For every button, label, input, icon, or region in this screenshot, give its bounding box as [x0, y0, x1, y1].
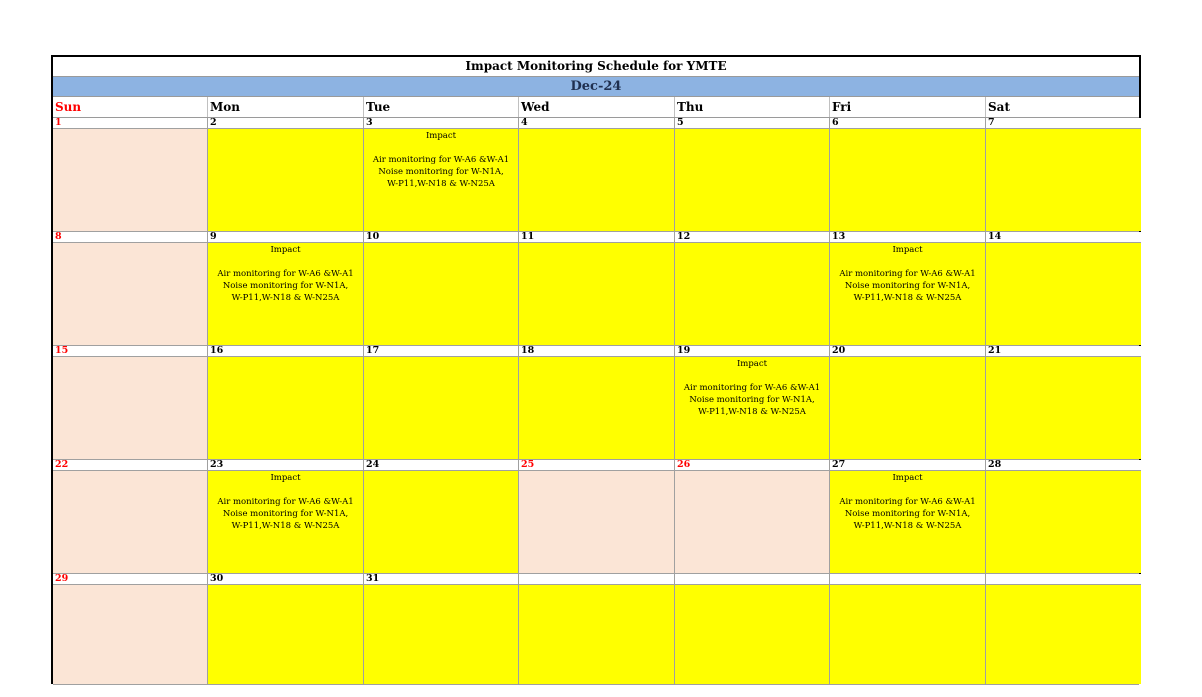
day-cell[interactable] [364, 118, 519, 231]
day-number: 12 [675, 232, 829, 243]
weekday-fri: Fri [830, 97, 986, 117]
event-detail-line: Air monitoring for W-A6 &W-A1 [683, 383, 821, 393]
event-title: Impact [892, 473, 923, 483]
weekday-header-row [53, 97, 1139, 118]
weeks-container [53, 118, 1139, 685]
day-cell[interactable] [53, 346, 208, 459]
day-cell[interactable] [675, 346, 830, 459]
day-number: 13 [830, 232, 985, 243]
day-cell[interactable] [208, 346, 364, 459]
event-title: Impact [736, 359, 768, 369]
day-number: 5 [675, 118, 829, 129]
week-row [53, 346, 1139, 460]
day-cell[interactable] [830, 118, 986, 231]
day-body [208, 243, 363, 345]
day-number: 25 [519, 460, 674, 471]
day-cell[interactable] [208, 574, 364, 684]
day-cell[interactable] [830, 346, 986, 459]
day-body [53, 357, 207, 459]
day-body [675, 471, 829, 573]
event-title: Impact [425, 131, 457, 141]
event-detail-line: W-P11,W-N18 & W-N25A [231, 521, 340, 531]
day-cell[interactable] [830, 574, 986, 684]
day-cell[interactable] [53, 118, 208, 231]
event-detail-line: W-P11,W-N18 & W-N25A [853, 521, 962, 531]
day-body [519, 129, 674, 231]
month-header: Dec-24 [53, 77, 1139, 97]
event-spacer [830, 256, 985, 268]
weekday-sun: Sun [53, 97, 208, 117]
day-cell[interactable] [675, 118, 830, 231]
day-number: 23 [208, 460, 363, 471]
calendar-table [51, 55, 1141, 684]
day-number: 6 [830, 118, 985, 129]
day-body [208, 471, 363, 573]
day-body [519, 357, 674, 459]
day-number: 17 [364, 346, 518, 357]
event-detail-line: W-P11,W-N18 & W-N25A [387, 179, 495, 189]
day-body [986, 243, 1141, 345]
day-body [986, 471, 1141, 573]
day-body [364, 129, 518, 231]
event-detail-line: Noise monitoring for W-N1A, [844, 281, 971, 291]
day-cell[interactable] [519, 232, 675, 345]
day-cell[interactable] [519, 460, 675, 573]
schedule-title: Impact Monitoring Schedule for YMTE [53, 57, 1139, 77]
day-cell[interactable] [986, 460, 1141, 573]
day-cell[interactable] [986, 346, 1141, 459]
week-row [53, 574, 1139, 685]
event-spacer [830, 484, 985, 496]
event-detail-line: Noise monitoring for W-N1A, [844, 509, 971, 519]
day-body [519, 243, 674, 345]
day-number: 4 [519, 118, 674, 129]
day-number: 10 [364, 232, 518, 243]
day-cell[interactable] [364, 574, 519, 684]
day-number: 19 [675, 346, 829, 357]
weekday-thu: Thu [675, 97, 830, 117]
day-number: 21 [986, 346, 1141, 357]
day-body [364, 357, 518, 459]
day-cell[interactable] [675, 232, 830, 345]
day-body [53, 243, 207, 345]
day-body [675, 243, 829, 345]
day-number: 11 [519, 232, 674, 243]
day-body [364, 471, 518, 573]
weekday-mon: Mon [208, 97, 364, 117]
day-number [830, 574, 985, 585]
day-body [675, 585, 829, 684]
day-body [53, 585, 207, 684]
event-title: Impact [270, 245, 301, 255]
event-detail-line: Air monitoring for W-A6 &W-A1 [372, 155, 510, 165]
event-detail-line: Air monitoring for W-A6 &W-A1 [217, 497, 354, 507]
day-cell[interactable] [519, 346, 675, 459]
day-cell[interactable] [675, 574, 830, 684]
day-body [53, 471, 207, 573]
day-body [986, 585, 1141, 684]
day-number: 3 [364, 118, 518, 129]
day-body [830, 129, 985, 231]
week-row [53, 118, 1139, 232]
event-detail-line: W-P11,W-N18 & W-N25A [231, 293, 340, 303]
day-body [519, 585, 674, 684]
event-spacer [208, 484, 363, 496]
week-row [53, 232, 1139, 346]
day-cell[interactable] [519, 574, 675, 684]
day-body [519, 471, 674, 573]
event-detail-line: Noise monitoring for W-N1A, [689, 395, 815, 405]
day-cell[interactable] [364, 232, 519, 345]
day-number: 15 [53, 346, 207, 357]
day-number: 24 [364, 460, 518, 471]
day-body [364, 243, 518, 345]
day-body [830, 243, 985, 345]
weekday-tue: Tue [364, 97, 519, 117]
day-cell[interactable] [830, 460, 986, 573]
day-cell[interactable] [53, 574, 208, 684]
event-detail-line: W-P11,W-N18 & W-N25A [853, 293, 962, 303]
day-body [986, 129, 1141, 231]
day-body [675, 129, 829, 231]
event-title: Impact [270, 473, 301, 483]
day-body [830, 357, 985, 459]
event-detail-line: W-P11,W-N18 & W-N25A [698, 407, 806, 417]
day-body [208, 585, 363, 684]
event-spacer [208, 256, 363, 268]
event-detail-line: Air monitoring for W-A6 &W-A1 [839, 269, 976, 279]
event-detail-line: Air monitoring for W-A6 &W-A1 [839, 497, 976, 507]
day-number [986, 574, 1141, 585]
day-number: 9 [208, 232, 363, 243]
event-title: Impact [892, 245, 923, 255]
day-number: 16 [208, 346, 363, 357]
day-cell[interactable] [53, 232, 208, 345]
weekday-wed: Wed [519, 97, 675, 117]
event-detail-line: Noise monitoring for W-N1A, [378, 167, 504, 177]
day-number [675, 574, 829, 585]
day-cell[interactable] [519, 118, 675, 231]
event-spacer [675, 370, 829, 382]
day-cell[interactable] [208, 460, 364, 573]
day-cell[interactable] [986, 574, 1141, 684]
day-number: 20 [830, 346, 985, 357]
day-body [830, 471, 985, 573]
day-number: 7 [986, 118, 1141, 129]
day-cell[interactable] [364, 346, 519, 459]
day-body [208, 357, 363, 459]
weekday-sat: Sat [988, 100, 1010, 114]
day-number: 28 [986, 460, 1141, 471]
week-row [53, 460, 1139, 574]
day-number: 2 [208, 118, 363, 129]
day-number: 8 [53, 232, 207, 243]
day-cell[interactable] [208, 118, 364, 231]
event-spacer [364, 142, 518, 154]
day-body [53, 129, 207, 231]
day-number: 22 [53, 460, 207, 471]
day-cell[interactable] [830, 232, 986, 345]
day-number: 26 [675, 460, 829, 471]
event-detail-line: Noise monitoring for W-N1A, [222, 509, 349, 519]
day-number: 29 [53, 574, 207, 585]
day-cell[interactable] [675, 460, 830, 573]
day-body [364, 585, 518, 684]
event-detail-line: Noise monitoring for W-N1A, [222, 281, 349, 291]
day-body [830, 585, 985, 684]
day-body [208, 129, 363, 231]
day-cell[interactable] [986, 118, 1141, 231]
day-number [519, 574, 674, 585]
day-number: 31 [364, 574, 518, 585]
day-number: 14 [986, 232, 1141, 243]
day-body [986, 357, 1141, 459]
event-detail-line: Air monitoring for W-A6 &W-A1 [217, 269, 354, 279]
day-number: 18 [519, 346, 674, 357]
day-number: 1 [53, 118, 207, 129]
day-number: 27 [830, 460, 985, 471]
day-cell[interactable] [364, 460, 519, 573]
day-body [675, 357, 829, 459]
day-number: 30 [208, 574, 363, 585]
day-cell[interactable] [53, 460, 208, 573]
day-cell[interactable] [986, 232, 1141, 345]
day-cell[interactable] [208, 232, 364, 345]
